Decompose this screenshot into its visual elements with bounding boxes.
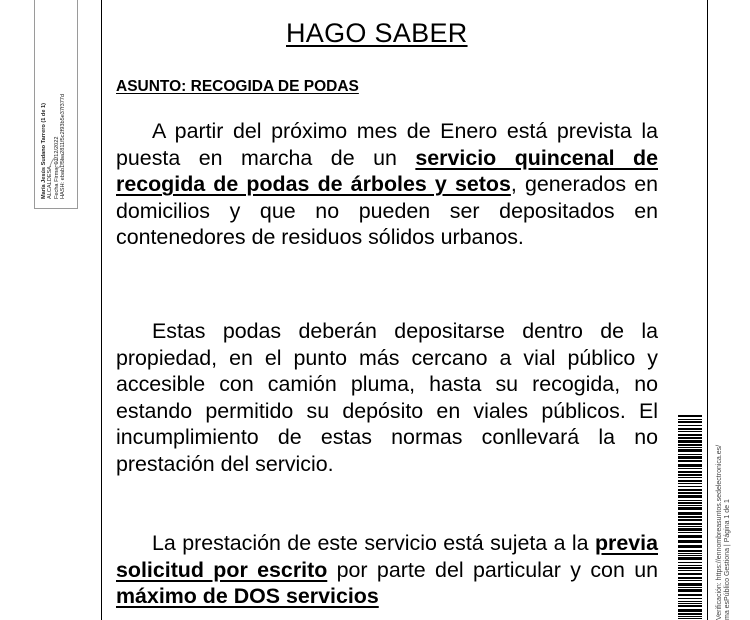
- barcode-bar: [678, 616, 702, 617]
- signature-stamp: [34, 0, 78, 209]
- handwritten-signature-icon: [45, 152, 67, 174]
- barcode-bar: [678, 471, 702, 473]
- barcode-bar: [678, 598, 702, 599]
- barcode-bar: [678, 603, 702, 604]
- barcode-bar: [678, 428, 702, 430]
- barcode-bar: [678, 425, 702, 426]
- signer-name: María Jesús Sudano Tarrero (1 de 1): [41, 103, 47, 199]
- barcode-bar: [678, 618, 702, 619]
- barcode-bar: [678, 567, 702, 569]
- verification-url: Verificación: https://ennombreasuntos.sedelectronica.es/: [716, 444, 723, 620]
- barcode-bar: [678, 437, 702, 439]
- barcode-bar: [678, 570, 702, 571]
- emphasis-text: máximo de DOS servicios: [116, 584, 379, 609]
- barcode-bar: [678, 562, 702, 563]
- barcode-bar: [678, 577, 702, 579]
- barcode-bar: [678, 589, 702, 592]
- verification-page: ma esPúblico Gestiona | Página 1 de 1: [724, 499, 731, 620]
- paragraph-text: Estas podas deberán depositarse dentro de la propiedad, en el punto más cercano a vial público y accesible con camión pluma, hasta su recogida, no estando permitido su depósito en viales públicos. El incumplimiento de estas normas conllevará la no prestación del servicio.: [116, 319, 658, 476]
- paragraph-deposit-rules: [116, 318, 658, 478]
- barcode-bar: [678, 609, 702, 612]
- barcode-bar: [678, 565, 702, 566]
- barcode-bar: [678, 489, 702, 491]
- barcode-bar: [678, 468, 702, 469]
- barcode-bar: [678, 505, 702, 506]
- barcode: [678, 415, 702, 620]
- barcode-bar: [678, 573, 702, 575]
- barcode-bar: [678, 519, 702, 521]
- barcode-bar: [678, 601, 702, 602]
- barcode-bar: [678, 550, 702, 552]
- barcode-bar: [678, 535, 702, 538]
- barcode-bar: [678, 449, 702, 452]
- barcode-bar: [678, 545, 702, 548]
- signer-role: ALCALDESA: [47, 166, 54, 199]
- barcode-bar: [678, 540, 702, 543]
- paragraph-service-announcement: [116, 118, 658, 251]
- verification-text: [716, 410, 732, 620]
- barcode-icon: [678, 415, 702, 620]
- paragraph-text: A partir del próximo mes de Enero está prevista la puesta en marcha de un: [116, 119, 658, 170]
- barcode-bar: [678, 557, 702, 560]
- barcode-bar: [678, 495, 702, 498]
- barcode-bar: [678, 474, 702, 476]
- barcode-bar: [678, 492, 702, 494]
- barcode-bar: [678, 555, 702, 556]
- page-left-edge: [101, 0, 102, 620]
- barcode-bar: [678, 516, 702, 518]
- barcode-bar: [678, 480, 702, 482]
- barcode-bar: [678, 415, 702, 417]
- barcode-bar: [678, 583, 702, 586]
- barcode-bar: [678, 502, 702, 504]
- barcode-bar: [678, 532, 702, 533]
- paragraph-text: La prestación de este servicio está sujeta a la: [152, 531, 595, 555]
- document-subject: ASUNTO: RECOGIDA DE PODAS: [116, 78, 359, 95]
- barcode-bar: [678, 594, 702, 596]
- barcode-bar: [678, 553, 702, 554]
- paragraph-service-conditions: [116, 530, 658, 610]
- barcode-bar: [678, 587, 702, 588]
- paragraph-text: por parte del particular y con un: [327, 557, 658, 582]
- barcode-bar: [678, 447, 702, 448]
- barcode-bar: [678, 440, 702, 443]
- barcode-bar: [678, 605, 702, 607]
- barcode-bar: [678, 512, 702, 515]
- barcode-bar: [678, 528, 702, 531]
- barcode-bar: [678, 444, 702, 446]
- signature-date: Fecha Firma: 01/12/2022: [53, 136, 60, 199]
- barcode-bar: [678, 486, 702, 487]
- emphasis-text: previa solicitud por escrito: [116, 531, 658, 582]
- barcode-bar: [678, 507, 702, 510]
- barcode-bar: [678, 464, 702, 467]
- barcode-bar: [678, 419, 702, 420]
- barcode-bar: [678, 431, 702, 432]
- barcode-bar: [678, 460, 702, 462]
- barcode-bar: [678, 477, 702, 478]
- signature-hash: HASH: ebab1f5ba2811f5c2f93b5e37f377d: [60, 93, 67, 199]
- barcode-bar: [678, 580, 702, 581]
- paragraph-text: , generados en domicilios y que no pueden ser depositados en contenedores de residuos sólidos urbanos.: [116, 172, 658, 250]
- emphasis-text: servicio quincenal de recogida de podas de árboles y setos: [116, 145, 658, 197]
- barcode-bar: [678, 421, 702, 423]
- barcode-bar: [678, 483, 702, 484]
- page-title: HAGO SABER: [286, 18, 468, 48]
- page-right-edge: [707, 0, 708, 620]
- barcode-bar: [678, 434, 702, 436]
- barcode-bar: [678, 500, 702, 501]
- barcode-bar: [678, 454, 702, 455]
- barcode-bar: [678, 523, 702, 525]
- barcode-bar: [678, 456, 702, 459]
- barcode-bar: [678, 613, 702, 615]
- barcode-bar: [678, 526, 702, 527]
